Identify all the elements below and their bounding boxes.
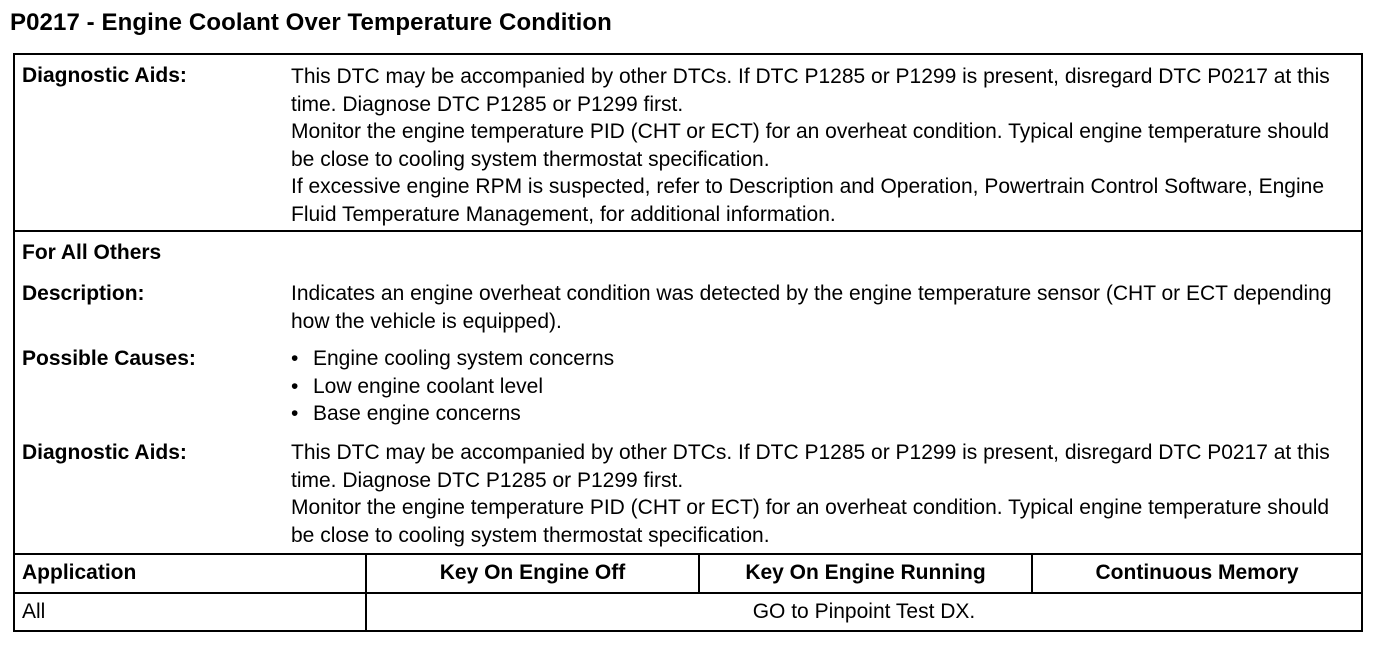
header-koer: Key On Engine Running: [745, 561, 986, 584]
header-koeo: Key On Engine Off: [439, 561, 626, 584]
diagnostic-aids-text: [291, 63, 1357, 229]
diagnostic-aids-paragraph: Monitor the engine temperature PID (CHT or ECT) for an overheat condition. Typical engine temperature should be close to cooling system thermostat specification.: [291, 496, 1330, 547]
possible-causes-label: Possible Causes:: [22, 347, 196, 370]
diagnostic-aids-paragraph: If excessive engine RPM is suspected, refer to Description and Operation, Powertrain Control Software, Engine Fluid Temperature Management, for additional information.: [291, 175, 1325, 226]
list-item: [291, 373, 1357, 401]
diagnostic-aids-text-2: [291, 439, 1357, 549]
cause-text: Low engine coolant level: [313, 374, 543, 398]
description-text: Indicates an engine overheat condition was detected by the engine temperature sensor (CHT or ECT depending how the vehicle is equipped).: [291, 282, 1332, 333]
description-label: Description:: [22, 282, 145, 305]
bullet-icon: •: [291, 374, 299, 398]
bullet-icon: •: [291, 347, 299, 370]
diagnostic-aids-label-2: Diagnostic Aids:: [22, 441, 187, 464]
pinpoint-test-action: GO to Pinpoint Test DX.: [752, 600, 976, 623]
header-continuous-memory: Continuous Memory: [1095, 561, 1299, 584]
diagnostic-aids-paragraph: This DTC may be accompanied by other DTCs. If DTC P1285 or P1299 is present, disregard DTC P0217 at this time. Diagnose DTC P1285 or P1299 first.: [291, 65, 1330, 116]
diagnostic-aids-label: Diagnostic Aids:: [22, 64, 187, 87]
possible-causes-list: [291, 345, 1357, 428]
list-item: [291, 400, 1357, 428]
application-value: All: [22, 600, 46, 623]
diagnostic-aids-paragraph: Monitor the engine temperature PID (CHT or ECT) for an overheat condition. Typical engine temperature should be close to cooling system thermostat specification.: [291, 120, 1330, 171]
bullet-icon: •: [291, 402, 299, 426]
cause-text: Base engine concerns: [313, 402, 521, 426]
diagnostic-aids-paragraph: This DTC may be accompanied by other DTCs. If DTC P1285 or P1299 is present, disregard DTC P0217 at this time. Diagnose DTC P1285 or P1299 first.: [291, 441, 1330, 492]
page-title: P0217 - Engine Coolant Over Temperature Condition: [10, 9, 612, 36]
cause-text: Engine cooling system concerns: [313, 347, 615, 370]
list-item: [291, 345, 1357, 373]
section-divider: [15, 230, 1361, 232]
dtc-table: [13, 53, 1363, 632]
header-application: Application: [22, 561, 137, 584]
for-all-others-heading: For All Others: [22, 241, 162, 264]
